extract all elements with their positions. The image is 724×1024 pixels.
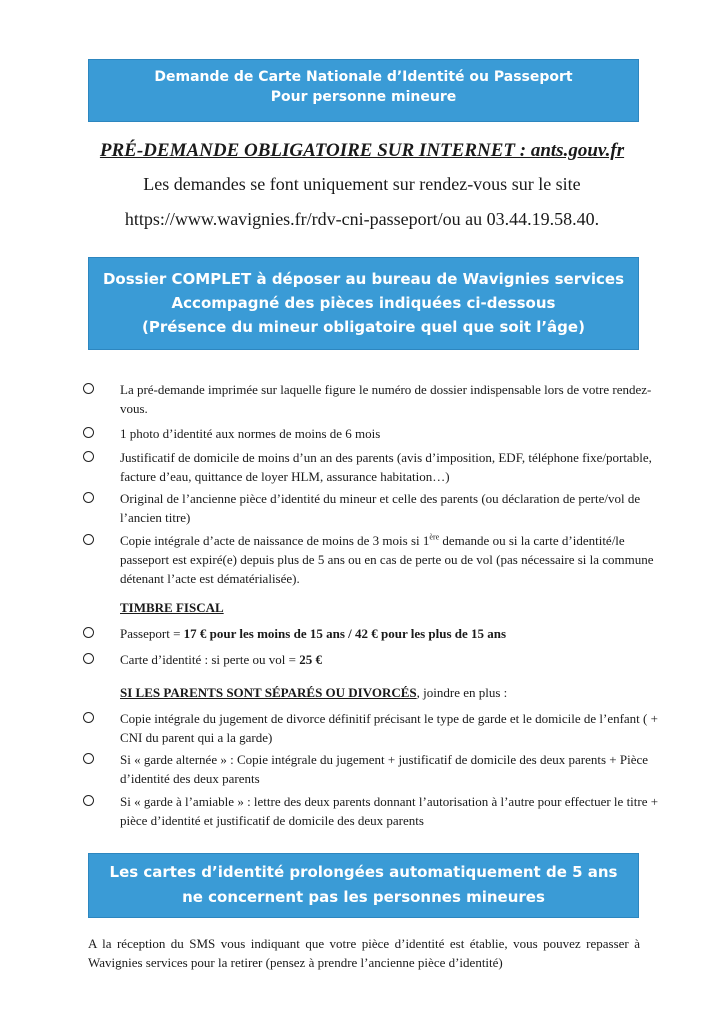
bullet-circle-icon (83, 653, 94, 664)
list-item-text: Justificatif de domicile de moins d’un an des parents (avis d’imposition, EDF, téléphone fixe/portable, facture d’eau, quittance de loyer HLM, assurance habitation…) (120, 450, 652, 484)
list-item-text: La pré-demande imprimée sur laquelle figure le numéro de dossier indispensable lors de votre rendez-vous. (120, 382, 652, 416)
list-item (83, 424, 668, 443)
bullet-circle-icon (83, 383, 94, 394)
bullet-circle-icon (83, 712, 94, 723)
bullet-circle-icon (83, 427, 94, 438)
notice-banner-line2: ne concernent pas les personnes mineures (182, 888, 545, 906)
list-item (83, 448, 668, 486)
dossier-banner (88, 257, 639, 350)
banner-title-line1: Demande de Carte Nationale d’Identité ou Passeport (154, 69, 573, 85)
timbre-fiscal-heading: TIMBRE FISCAL (120, 600, 224, 615)
pre-demande-title: PRÉ-DEMANDE OBLIGATOIRE SUR INTERNET : ants.gouv.fr (99, 140, 625, 161)
parents-heading: SI LES PARENTS SONT SÉPARÉS OU DIVORCÉS, joindre en plus : (120, 685, 508, 700)
bullet-circle-icon (83, 492, 94, 503)
list-item-text: Si « garde à l’amiable » : lettre des deux parents donnant l’autorisation à l’autre pour effectuer le titre + pièce d’identité et justificatif de domicile des deux parents (120, 794, 659, 828)
dossier-banner-line1: Dossier COMPLET à déposer au bureau de Wavignies services (102, 270, 624, 288)
bullet-circle-icon (83, 795, 94, 806)
banner-title-line2: Pour personne mineure (270, 89, 457, 105)
header-banner (88, 59, 639, 122)
list-item (83, 624, 668, 643)
footer-text: A la réception du SMS vous indiquant que votre pièce d’identité est établie, vous pouvez repasser à Wavignies services pour la retirer (pensez à prendre l’ancienne pièce d’identité) (88, 936, 640, 970)
list-item-text: 1 photo d’identité aux normes de moins de 6 mois (120, 426, 381, 441)
list-item-text: Copie intégrale du jugement de divorce définitif précisant le type de garde et le domicile de l’enfant ( + CNI du parent qui a la garde) (120, 711, 658, 745)
bullet-circle-icon (83, 451, 94, 462)
list-item (83, 750, 668, 788)
list-item (83, 531, 668, 588)
list-item (83, 380, 668, 418)
list-item (83, 709, 668, 747)
list-item-text: Si « garde alternée » : Copie intégrale du jugement + justificatif de domicile des deux parents + Pièce d’identité des deux parents (120, 752, 648, 786)
notice-banner (88, 853, 639, 918)
bullet-circle-icon (83, 534, 94, 545)
notice-banner-line1: Les cartes d’identité prolongées automatiquement de 5 ans (109, 863, 618, 881)
dossier-banner-line3: (Présence du mineur obligatoire quel que soit l’âge) (142, 318, 585, 336)
intro-line-2: https://www.wavignies.fr/rdv-cni-passeport/ou au 03.44.19.58.40. (124, 209, 600, 229)
passport-fee: Passeport = 17 € pour les moins de 15 ans / 42 € pour les plus de 15 ans (120, 626, 507, 641)
cni-fee: Carte d’identité : si perte ou vol = 25 € (120, 652, 322, 667)
bullet-circle-icon (83, 627, 94, 638)
list-item (83, 489, 668, 527)
bullet-circle-icon (83, 753, 94, 764)
intro-line-1: Les demandes se font uniquement sur rendez-vous sur le site (143, 174, 581, 194)
dossier-banner-line2: Accompagné des pièces indiquées ci-dessous (171, 294, 556, 312)
list-item-text: Original de l’ancienne pièce d’identité du mineur et celle des parents (ou déclaration de perte/vol de l’ancien titre) (120, 491, 641, 525)
list-item-text: Copie intégrale d’acte de naissance de moins de 3 mois si 1ère demande ou si la carte d’identité/le passeport est expiré(e) depuis plus de 5 ans ou en cas de perte ou de vol (pas nécessaire si la commune détenant l’acte est dématérialisée). (120, 532, 654, 586)
list-item (83, 792, 668, 830)
list-item (83, 650, 668, 669)
